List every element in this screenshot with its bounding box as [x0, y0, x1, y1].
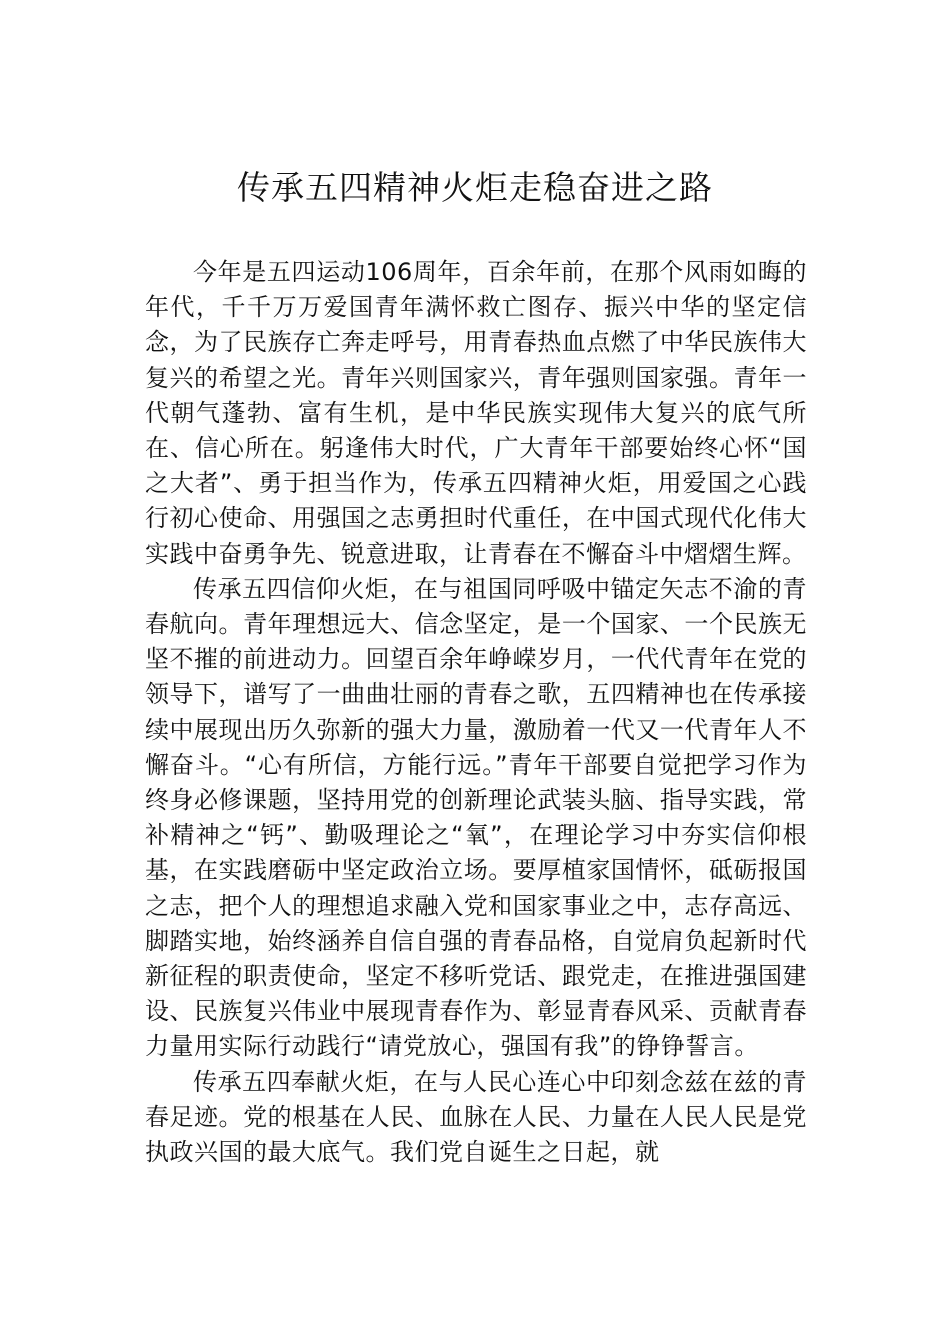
- paragraph-intro: 今年是五四运动106周年，百余年前，在那个风雨如晦的年代，千千万万爱国青年满怀救亡图存、振兴中华的坚定信念，为了民族存亡奔走呼号，用青春热血点燃了中华民族伟大复兴的希望之光。青年兴则国家兴，青年强则国家强。青年一代朝气蓬勃、富有生机，是中华民族实现伟大复兴的底气所在、信心所在。躬逢伟大时代，广大青年干部要始终心怀“国之大者”、勇于担当作为，传承五四精神火炬，用爱国之心践行初心使命、用强国之志勇担时代重任，在中国式现代化伟大实践中奋勇争先、锐意进取，让青春在不懈奋斗中熠熠生辉。: [145, 258, 807, 568]
- paragraph-dedication-torch: 传承五四奉献火炬，在与人民心连心中印刻念兹在兹的青春足迹。党的根基在人民、血脉在人民、力量在人民人民是党执政兴国的最大底气。我们党自诞生之日起，就: [145, 1067, 807, 1167]
- document-title: 传承五四精神火炬走稳奋进之路: [237, 168, 713, 207]
- document-body: [145, 255, 807, 1170]
- paragraph-faith-torch: 传承五四信仰火炬，在与祖国同呼吸中锚定矢志不渝的青春航向。青年理想远大、信念坚定，是一个国家、一个民族无坚不摧的前进动力。回望百余年峥嵘岁月，一代代青年在党的领导下，谱写了一曲曲壮丽的青春之歌，五四精神也在传承接续中展现出历久弥新的强大力量，激励着一代又一代青年人不懈奋斗。“心有所信，方能行远。”青年干部要自觉把学习作为终身必修课题，坚持用党的创新理论武装头脑、指导实践，常补精神之“钙”、勤吸理论之“氧”，在理论学习中夯实信仰根基，在实践磨砺中坚定政治立场。要厚植家国情怀，砥砺报国之志，把个人的理想追求融入党和国家事业之中，志存高远、脚踏实地，始终涵养自信自强的青春品格，自觉肩负起新时代新征程的职责使命，坚定不移听党话、跟党走，在推进强国建设、民族复兴伟业中展现青春作为、彰显青春风采、贡献青春力量用实际行动践行“请党放心，强国有我”的铮铮誓言。: [145, 574, 807, 1061]
